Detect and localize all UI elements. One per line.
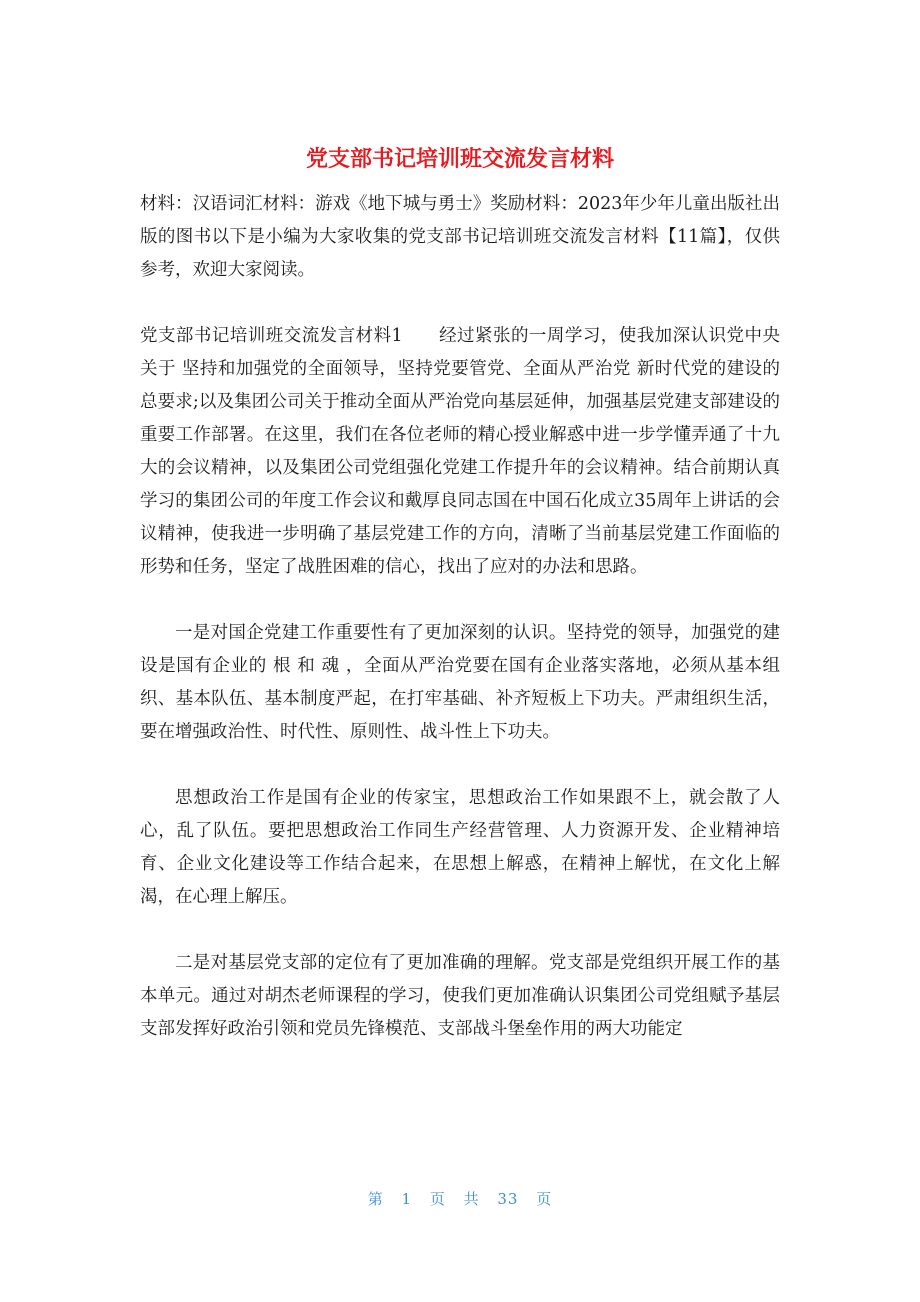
document-body [140,188,780,1046]
page-title: 党支部书记培训班交流发言材料 [305,147,614,172]
body-paragraph: 思想政治工作是国有企业的传家宝，思想政治工作如果跟不上，就会散了人心，乱了队伍。要把思想政治工作同生产经营管理、人力资源开发、企业精神培育、企业文化建设等工作结合起来，在思想上解惑，在精神上解忧，在文化上解渴，在心理上解压。 [140,788,780,907]
body-paragraph: 党支部书记培训班交流发言材料1 经过紧张的一周学习，使我加深认识党中央关于 坚持和加强党的全面领导，坚持党要管党、全面从严治党 新时代党的建设的总要求;以及集团公司关于推动全面从严治党向基层延伸，加强基层党建支部建设的重要工作部署。在这里，我们在各位老师的精心授业解惑中进一步学懂弄通了十九大的会议精神，以及集团公司党组强化党建工作提升年的会议精神。结合前期认真学习的集团公司的年度工作会议和戴厚良同志国在中国石化成立35周年上讲话的会议精神，使我进一步明确了基层党建工作的方向，清晰了当前基层党建工作面临的形势和任务，坚定了战胜困难的信心，找出了应对的办法和思路。 [140,326,780,577]
body-paragraph: 一是对国企党建工作重要性有了更加深刻的认识。坚持党的领导，加强党的建设是国有企业的 根 和 魂 ，全面从严治党要在国有企业落实落地，必须从基本组织、基本队伍、基本制度严起，在打牢基础、补齐短板上下功夫。严肃组织生活，要在增强政治性、时代性、原则性、战斗性上下功夫。 [140,623,780,742]
intro-paragraph: 材料：汉语词汇材料：游戏《地下城与勇士》奖励材料：2023年少年儿童出版社出版的图书以下是小编为大家收集的党支部书记培训班交流发言材料【11篇】，仅供参考，欢迎大家阅读。 [140,194,780,280]
body-paragraph: 二是对基层党支部的定位有了更加准确的理解。党支部是党组织开展工作的基本单元。通过对胡杰老师课程的学习，使我们更加准确认识集团公司党组赋予基层支部发挥好政治引领和党员先锋模范、支部战斗堡垒作用的两大功能定 [140,953,780,1039]
page-number-footer: 第 1 页 共 33 页 [367,1190,553,1208]
